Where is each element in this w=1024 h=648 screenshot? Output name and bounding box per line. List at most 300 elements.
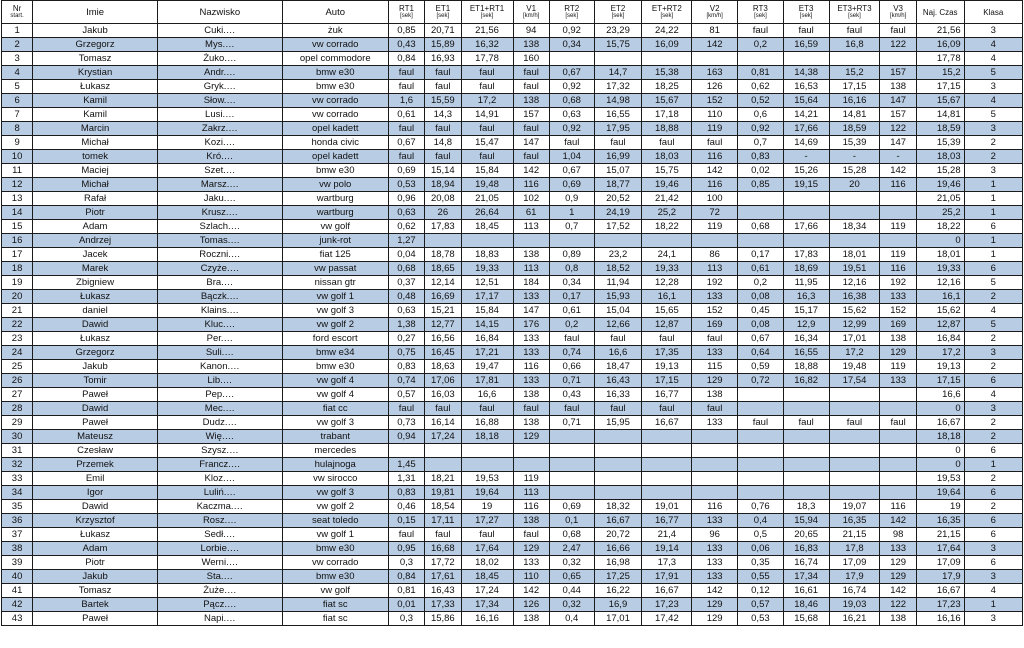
table-cell: 1: [964, 192, 1022, 206]
table-cell: 142: [880, 164, 916, 178]
table-cell: 18,34: [829, 220, 880, 234]
table-cell: [461, 234, 513, 248]
table-cell: 17,15: [642, 374, 692, 388]
table-cell: 17,35: [642, 346, 692, 360]
table-cell: 23,2: [594, 248, 642, 262]
table-cell: 1: [549, 206, 594, 220]
table-cell: 12: [2, 178, 33, 192]
table-cell: 0,44: [549, 584, 594, 598]
table-cell: 17,9: [916, 570, 964, 584]
table-row: [2, 290, 1023, 304]
table-cell: 3: [2, 52, 33, 66]
table-cell: 0,04: [388, 248, 424, 262]
table-cell: 113: [513, 486, 549, 500]
table-cell: [880, 234, 916, 248]
table-cell: 3: [964, 122, 1022, 136]
column-header: [425, 1, 461, 24]
table-cell: 15,94: [783, 514, 829, 528]
column-header: [916, 1, 964, 24]
table-cell: 147: [880, 94, 916, 108]
table-cell: 116: [880, 262, 916, 276]
table-cell: Per.…: [157, 332, 282, 346]
table-cell: Kluc.…: [157, 318, 282, 332]
column-header: [642, 1, 692, 24]
table-cell: 15,75: [594, 38, 642, 52]
table-cell: 176: [513, 318, 549, 332]
table-cell: 0,89: [549, 248, 594, 262]
table-cell: 0,53: [738, 612, 784, 626]
table-cell: [829, 430, 880, 444]
column-header: [692, 1, 738, 24]
table-cell: 3: [964, 542, 1022, 556]
table-cell: 18,54: [425, 500, 461, 514]
table-cell: 0,68: [388, 262, 424, 276]
table-cell: 15,28: [829, 164, 880, 178]
table-cell: 14,91: [461, 108, 513, 122]
table-cell: 16,67: [642, 416, 692, 430]
table-cell: 27: [2, 388, 33, 402]
table-cell: 21,42: [642, 192, 692, 206]
table-cell: 16,83: [783, 542, 829, 556]
table-cell: 17,18: [642, 108, 692, 122]
table-cell: faul: [692, 332, 738, 346]
table-cell: 18,83: [461, 248, 513, 262]
table-cell: 1,6: [388, 94, 424, 108]
table-cell: 20,71: [425, 24, 461, 38]
column-header-label: ET3: [798, 4, 814, 13]
results-table: [1, 0, 1023, 626]
table-cell: Szlach.…: [157, 220, 282, 234]
table-cell: Kaczma.…: [157, 500, 282, 514]
table-cell: 2: [964, 136, 1022, 150]
table-cell: 0,95: [388, 542, 424, 556]
table-cell: 0,63: [388, 304, 424, 318]
table-cell: 1: [964, 206, 1022, 220]
table-cell: faul: [783, 416, 829, 430]
table-cell: 17,61: [425, 570, 461, 584]
table-cell: 2: [964, 360, 1022, 374]
table-cell: [692, 234, 738, 248]
table-row: [2, 66, 1023, 80]
table-cell: 16,09: [916, 38, 964, 52]
table-cell: 17,78: [461, 52, 513, 66]
table-cell: 15,62: [916, 304, 964, 318]
table-cell: 21,56: [461, 24, 513, 38]
table-cell: 11,95: [783, 276, 829, 290]
table-cell: 138: [513, 514, 549, 528]
table-cell: 0,34: [549, 38, 594, 52]
table-cell: [692, 458, 738, 472]
table-cell: 15,39: [916, 136, 964, 150]
table-cell: [829, 472, 880, 486]
table-cell: 16,82: [783, 374, 829, 388]
table-cell: Żuko.…: [157, 52, 282, 66]
table-cell: vw golf 2: [282, 318, 388, 332]
table-cell: 142: [692, 584, 738, 598]
column-header-unit: [sek]: [436, 13, 450, 19]
table-cell: 0,63: [388, 206, 424, 220]
table-cell: 15,67: [642, 94, 692, 108]
table-cell: 18,59: [829, 122, 880, 136]
table-cell: -: [880, 150, 916, 164]
table-cell: 17,24: [425, 430, 461, 444]
table-cell: 14,8: [425, 136, 461, 150]
table-cell: 100: [692, 192, 738, 206]
table-cell: 12,87: [642, 318, 692, 332]
table-cell: Tomas.…: [157, 234, 282, 248]
table-cell: 24,1: [642, 248, 692, 262]
table-cell: 39: [2, 556, 33, 570]
table-cell: 20: [829, 178, 880, 192]
table-cell: 17,15: [829, 80, 880, 94]
table-cell: 17,72: [425, 556, 461, 570]
table-cell: 12,87: [916, 318, 964, 332]
column-header: [282, 1, 388, 24]
table-cell: 14,3: [425, 108, 461, 122]
table-cell: 17,2: [829, 346, 880, 360]
table-cell: 5: [964, 66, 1022, 80]
table-cell: [829, 192, 880, 206]
table-cell: faul: [513, 80, 549, 94]
table-cell: faul: [513, 150, 549, 164]
table-cell: 133: [513, 332, 549, 346]
table-cell: Piotr: [33, 556, 158, 570]
table-cell: 2: [964, 290, 1022, 304]
table-cell: 6: [964, 514, 1022, 528]
table-cell: 192: [880, 276, 916, 290]
table-cell: 129: [880, 556, 916, 570]
table-cell: 0,74: [549, 346, 594, 360]
table-cell: 133: [692, 290, 738, 304]
table-cell: 0,45: [738, 304, 784, 318]
column-header-unit: [sek]: [660, 13, 674, 19]
table-cell: 0,61: [388, 108, 424, 122]
table-cell: Gryk.…: [157, 80, 282, 94]
table-cell: vw golf 1: [282, 290, 388, 304]
table-cell: [738, 472, 784, 486]
table-cell: honda civic: [282, 136, 388, 150]
table-cell: 157: [880, 66, 916, 80]
table-cell: [425, 444, 461, 458]
table-cell: 17,64: [461, 542, 513, 556]
table-cell: 0,3: [388, 556, 424, 570]
table-cell: 21,15: [829, 528, 880, 542]
table-cell: 19,33: [916, 262, 964, 276]
table-cell: 19,53: [916, 472, 964, 486]
table-cell: 133: [692, 556, 738, 570]
table-cell: [692, 486, 738, 500]
table-cell: Luliń.…: [157, 486, 282, 500]
table-cell: 96: [692, 528, 738, 542]
table-cell: 133: [880, 374, 916, 388]
table-cell: Jakub: [33, 570, 158, 584]
table-cell: 15: [2, 220, 33, 234]
table-cell: 17,52: [594, 220, 642, 234]
table-cell: Krystian: [33, 66, 158, 80]
table-cell: Maciej: [33, 164, 158, 178]
table-cell: 5: [964, 318, 1022, 332]
table-cell: 15,95: [594, 416, 642, 430]
table-cell: 18,32: [594, 500, 642, 514]
table-cell: 15,89: [425, 38, 461, 52]
table-cell: Andrzej: [33, 234, 158, 248]
table-cell: 0,76: [738, 500, 784, 514]
table-cell: 18,88: [783, 360, 829, 374]
table-cell: 116: [513, 500, 549, 514]
table-cell: 152: [880, 304, 916, 318]
table-cell: 0,02: [738, 164, 784, 178]
table-cell: faul: [642, 332, 692, 346]
table-cell: Grzegorz: [33, 346, 158, 360]
table-cell: [594, 486, 642, 500]
table-cell: faul: [425, 122, 461, 136]
table-cell: 17,2: [461, 94, 513, 108]
table-cell: 0,5: [738, 528, 784, 542]
table-cell: 15,67: [916, 94, 964, 108]
table-cell: 116: [692, 178, 738, 192]
table-cell: 163: [692, 66, 738, 80]
table-cell: 102: [513, 192, 549, 206]
table-cell: 133: [880, 290, 916, 304]
table-cell: faul: [513, 402, 549, 416]
table-cell: [594, 234, 642, 248]
table-row: [2, 430, 1023, 444]
table-cell: 17,95: [594, 122, 642, 136]
table-cell: 129: [692, 612, 738, 626]
table-cell: hulajnoga: [282, 458, 388, 472]
table-cell: bmw e30: [282, 164, 388, 178]
table-cell: 18,52: [594, 262, 642, 276]
table-cell: Szet.…: [157, 164, 282, 178]
table-cell: [513, 234, 549, 248]
table-cell: 138: [880, 612, 916, 626]
table-cell: bmw e30: [282, 570, 388, 584]
table-cell: 0,67: [549, 164, 594, 178]
table-cell: junk-rot: [282, 234, 388, 248]
table-cell: 133: [513, 290, 549, 304]
table-cell: [880, 402, 916, 416]
table-cell: 116: [692, 150, 738, 164]
table-cell: 16,38: [829, 290, 880, 304]
table-row: [2, 612, 1023, 626]
table-cell: 10: [2, 150, 33, 164]
table-cell: 17,54: [829, 374, 880, 388]
column-header-unit: [km/h]: [706, 13, 723, 19]
table-cell: 12,28: [642, 276, 692, 290]
table-cell: 16,66: [594, 542, 642, 556]
table-cell: 0,71: [549, 374, 594, 388]
column-header-label: Nazwisko: [199, 6, 241, 18]
table-cell: [783, 206, 829, 220]
table-row: [2, 136, 1023, 150]
table-cell: [738, 458, 784, 472]
table-cell: 18,78: [425, 248, 461, 262]
table-cell: Rafał: [33, 192, 158, 206]
table-cell: 18,94: [425, 178, 461, 192]
table-cell: 0,01: [388, 598, 424, 612]
table-cell: 16,59: [783, 38, 829, 52]
table-cell: 21,05: [916, 192, 964, 206]
table-cell: 17,15: [916, 374, 964, 388]
table-cell: opel commodore: [282, 52, 388, 66]
table-cell: 15,59: [425, 94, 461, 108]
table-cell: Mys.…: [157, 38, 282, 52]
table-cell: 16,14: [425, 416, 461, 430]
table-cell: 16,1: [916, 290, 964, 304]
table-cell: vw corrado: [282, 556, 388, 570]
table-cell: 160: [513, 52, 549, 66]
column-header-label: ET3+RT3: [837, 4, 872, 13]
table-cell: 147: [880, 136, 916, 150]
table-cell: 119: [880, 220, 916, 234]
table-cell: 19,13: [642, 360, 692, 374]
table-cell: Bartek: [33, 598, 158, 612]
table-cell: Pącz.…: [157, 598, 282, 612]
table-cell: 19,47: [461, 360, 513, 374]
table-cell: 31: [2, 444, 33, 458]
table-cell: 30: [2, 430, 33, 444]
table-cell: 18,59: [916, 122, 964, 136]
table-cell: 16,88: [461, 416, 513, 430]
table-cell: 14,21: [783, 108, 829, 122]
table-cell: 16,6: [594, 346, 642, 360]
table-cell: [594, 444, 642, 458]
table-cell: 16,1: [642, 290, 692, 304]
column-header-unit: [km/h]: [889, 13, 907, 19]
table-cell: 18,25: [642, 80, 692, 94]
table-cell: 16,6: [461, 388, 513, 402]
table-cell: 0,43: [549, 388, 594, 402]
table-cell: [783, 444, 829, 458]
table-cell: 21: [2, 304, 33, 318]
table-cell: faul: [513, 66, 549, 80]
table-cell: 19,01: [642, 500, 692, 514]
table-cell: Dawid: [33, 318, 158, 332]
table-cell: [594, 458, 642, 472]
table-cell: Szysz.…: [157, 444, 282, 458]
table-cell: [783, 430, 829, 444]
table-cell: [513, 458, 549, 472]
table-cell: faul: [425, 402, 461, 416]
table-cell: 23: [2, 332, 33, 346]
table-cell: Adam: [33, 220, 158, 234]
table-cell: bmw e34: [282, 346, 388, 360]
table-cell: 116: [513, 360, 549, 374]
table-cell: Klains.…: [157, 304, 282, 318]
table-cell: wartburg: [282, 192, 388, 206]
table-cell: 18,77: [594, 178, 642, 192]
table-cell: 4: [964, 584, 1022, 598]
table-cell: 17,21: [461, 346, 513, 360]
table-cell: 15,2: [829, 66, 880, 80]
table-cell: 19: [461, 500, 513, 514]
table-cell: 147: [513, 136, 549, 150]
table-cell: 18,18: [916, 430, 964, 444]
table-cell: [829, 388, 880, 402]
table-cell: 19,07: [829, 500, 880, 514]
table-cell: 0,74: [388, 374, 424, 388]
table-cell: 116: [692, 500, 738, 514]
table-cell: 2: [964, 150, 1022, 164]
table-cell: faul: [388, 528, 424, 542]
table-cell: Przemek: [33, 458, 158, 472]
column-header-label: Nr: [12, 4, 22, 13]
table-cell: 12,9: [783, 318, 829, 332]
table-cell: [880, 52, 916, 66]
table-cell: faul: [388, 402, 424, 416]
table-cell: faul: [425, 66, 461, 80]
table-cell: vw golf: [282, 584, 388, 598]
table-cell: [829, 52, 880, 66]
table-cell: 17,01: [594, 612, 642, 626]
table-cell: 81: [692, 24, 738, 38]
table-cell: 25,2: [642, 206, 692, 220]
table-cell: 0,48: [388, 290, 424, 304]
table-cell: 116: [880, 500, 916, 514]
table-row: [2, 94, 1023, 108]
table-cell: 6: [964, 528, 1022, 542]
table-cell: Tomasz: [33, 52, 158, 66]
table-cell: 16,84: [916, 332, 964, 346]
table-cell: faul: [829, 416, 880, 430]
table-cell: 16,35: [829, 514, 880, 528]
table-cell: 15,38: [642, 66, 692, 80]
table-cell: opel kadett: [282, 122, 388, 136]
table-cell: [461, 458, 513, 472]
table-cell: 17,09: [916, 556, 964, 570]
table-cell: 0,55: [738, 570, 784, 584]
table-cell: 21,15: [916, 528, 964, 542]
table-cell: [388, 444, 424, 458]
table-cell: Bączk.…: [157, 290, 282, 304]
table-cell: 16,77: [642, 514, 692, 528]
column-header-label: Auto: [325, 6, 346, 18]
table-cell: vw passat: [282, 262, 388, 276]
table-cell: faul: [549, 136, 594, 150]
table-cell: 0,68: [549, 94, 594, 108]
table-cell: 3: [964, 346, 1022, 360]
table-cell: 3: [964, 80, 1022, 94]
table-cell: 138: [513, 248, 549, 262]
table-cell: 1,27: [388, 234, 424, 248]
table-cell: 0,69: [388, 164, 424, 178]
table-cell: 19,33: [461, 262, 513, 276]
table-cell: faul: [461, 66, 513, 80]
table-cell: 2,47: [549, 542, 594, 556]
table-cell: 157: [880, 108, 916, 122]
table-cell: 0,71: [549, 416, 594, 430]
table-cell: 17,32: [594, 80, 642, 94]
table-cell: [594, 430, 642, 444]
table-cell: 18: [2, 262, 33, 276]
table-cell: faul: [461, 402, 513, 416]
column-header-label: V2: [709, 4, 720, 13]
table-cell: 192: [692, 276, 738, 290]
table-cell: 0,34: [549, 276, 594, 290]
table-cell: wartburg: [282, 206, 388, 220]
table-cell: 19,51: [829, 262, 880, 276]
table-cell: [642, 486, 692, 500]
table-cell: 0: [916, 234, 964, 248]
table-row: [2, 150, 1023, 164]
table-cell: Grzegorz: [33, 38, 158, 52]
table-cell: vw golf: [282, 220, 388, 234]
table-cell: 17,66: [783, 220, 829, 234]
table-cell: [829, 486, 880, 500]
table-cell: 18,3: [783, 500, 829, 514]
table-row: [2, 528, 1023, 542]
table-cell: 133: [880, 542, 916, 556]
